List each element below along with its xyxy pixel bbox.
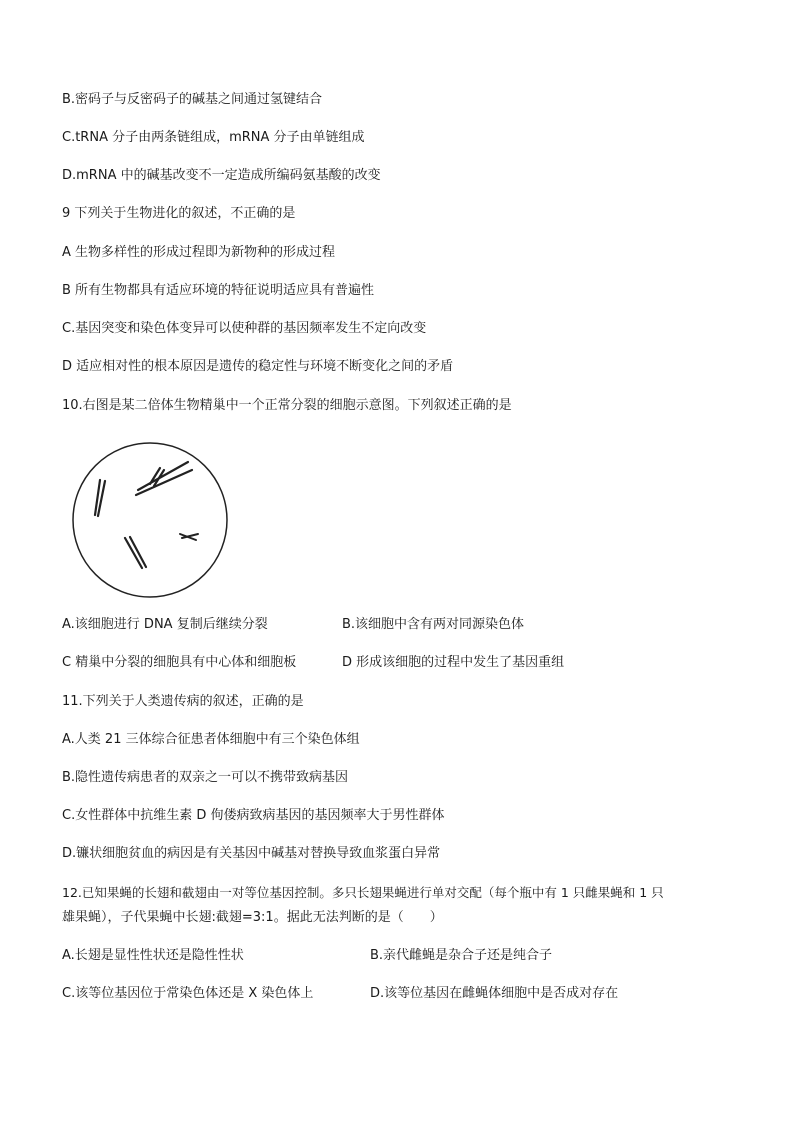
q11-stem: 11.下列关于人类遗传病的叙述，正确的是 [62, 694, 304, 709]
q12-option-c: C.该等位基因位于常染色体还是 X 染色体上 [62, 986, 314, 1001]
q12-option-d: D.该等位基因在雌蝇体细胞中是否成对存在 [370, 986, 619, 1001]
chromosome-left [95, 480, 105, 516]
chromosome-bottom [125, 537, 146, 568]
cell-membrane [73, 443, 227, 597]
q10-option-b: B.该细胞中含有两对同源染色体 [342, 617, 525, 632]
q8-option-c: C.tRNA 分子由两条链组成，mRNA 分子由单链组成 [62, 130, 365, 145]
q8-option-b: B.密码子与反密码子的碱基之间通过氢键结合 [62, 92, 323, 107]
q9-stem: 9 下列关于生物进化的叙述，不正确的是 [62, 206, 296, 221]
cell-division-diagram [70, 440, 230, 600]
q12-option-a: A.长翅是显性性状还是隐性性状 [62, 948, 244, 963]
q8-option-d: D.mRNA 中的碱基改变不一定造成所编码氨基酸的改变 [62, 168, 381, 183]
q10-option-a: A.该细胞进行 DNA 复制后继续分裂 [62, 617, 268, 632]
q9-option-d: D 适应相对性的根本原因是遗传的稳定性与环境不断变化之间的矛盾 [62, 359, 454, 374]
q10-stem: 10.右图是某二倍体生物精巢中一个正常分裂的细胞示意图。下列叙述正确的是 [62, 398, 512, 413]
chromosome-small [180, 534, 198, 540]
q11-option-b: B.隐性遗传病患者的双亲之一可以不携带致病基因 [62, 770, 349, 785]
q10-option-d: D 形成该细胞的过程中发生了基因重组 [342, 655, 565, 670]
q12-stem-line1: 12.已知果蝇的长翅和截翅由一对等位基因控制。多只长翅果蝇进行单对交配（每个瓶中有 1 只雌果蝇和 1 只 [62, 885, 664, 900]
q11-option-c: C.女性群体中抗维生素 D 佝偻病致病基因的基因频率大于男性群体 [62, 808, 445, 823]
q11-option-a: A.人类 21 三体综合征患者体细胞中有三个染色体组 [62, 732, 360, 747]
q10-option-c: C 精巢中分裂的细胞具有中心体和细胞板 [62, 655, 297, 670]
q12-option-b: B.亲代雌蝇是杂合子还是纯合子 [370, 948, 553, 963]
q9-option-b: B 所有生物都具有适应环境的特征说明适应具有普遍性 [62, 283, 375, 298]
q9-option-c: C.基因突变和染色体变异可以使种群的基因频率发生不定向改变 [62, 321, 427, 336]
q9-option-a: A 生物多样性的形成过程即为新物种的形成过程 [62, 245, 336, 260]
q11-option-d: D.镰状细胞贫血的病因是有关基因中碱基对替换导致血浆蛋白异常 [62, 846, 441, 861]
chromosome-pair-large [136, 462, 192, 495]
q12-stem-line2: 雄果蝇），子代果蝇中长翅:截翅=3:1。据此无法判断的是（ ） [62, 910, 443, 925]
